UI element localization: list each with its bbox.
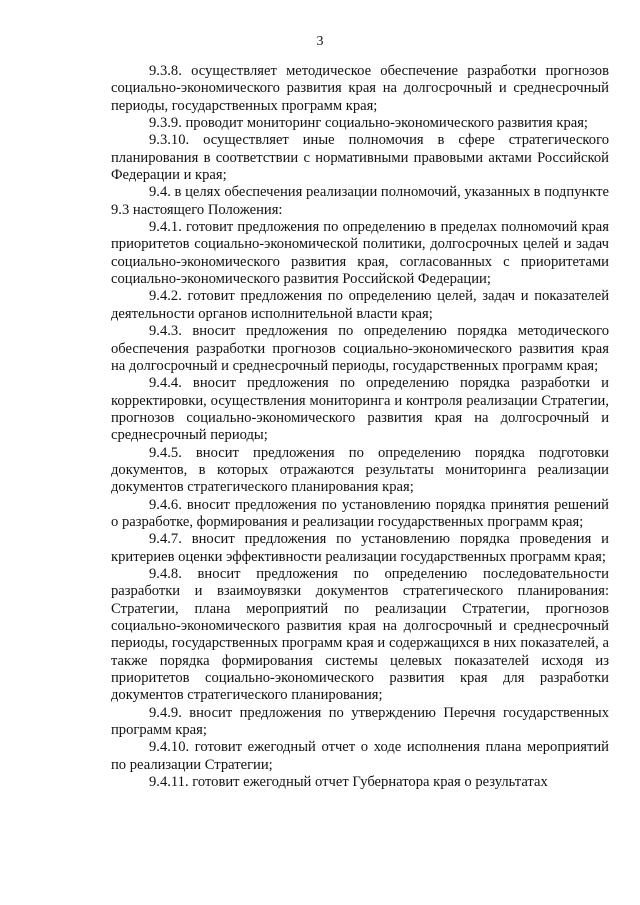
paragraph-9-4-4: 9.4.4. вносит предложения по определению порядка разработки и корректировки, осуществления мониторинга и контроля реализации Стратегии, прогнозов социально-экономического развития края на долгосрочный и среднесрочный периоды; (111, 375, 609, 444)
paragraph-9-4-1: 9.4.1. готовит предложения по определению в пределах полномочий края приоритетов социально-экономической политики, долгосрочных целей и задач социально-экономического развития края, согласованных с приоритетами социально-экономического развития Российской Федерации; (111, 219, 609, 288)
document-body (111, 63, 609, 791)
paragraph-9-3-8: 9.3.8. осуществляет методическое обеспечение разработки прогнозов социально-экономического развития края на долгосрочный и среднесрочный периоды, государственных программ края; (111, 63, 609, 114)
paragraph-9-4-11: 9.4.11. готовит ежегодный отчет Губернатора края о результатах (149, 774, 548, 791)
paragraph-9-4-7: 9.4.7. вносит предложения по установлению порядка проведения и критериев оценки эффективности реализации государственных программ края; (111, 531, 609, 565)
paragraph-9-4-2: 9.4.2. готовит предложения по определению целей, задач и показателей деятельности органов исполнительной власти края; (111, 288, 609, 322)
paragraph-9-4: 9.4. в целях обеспечения реализации полномочий, указанных в подпункте 9.3 настоящего Положения: (111, 184, 609, 218)
paragraph-9-3-9: 9.3.9. проводит мониторинг социально-экономического развития края; (149, 115, 588, 132)
page-number: 3 (316, 34, 324, 49)
paragraph-9-4-5: 9.4.5. вносит предложения по определению порядка подготовки документов, в которых отражаются результаты мониторинга реализации документов стратегического планирования края; (111, 444, 609, 496)
paragraph-9-4-9: 9.4.9. вносит предложения по утверждению Перечня государственных программ края; (111, 704, 609, 739)
paragraph-9-4-6: 9.4.6. вносит предложения по установлению порядка принятия решений о разработке, формирования и реализации государственных программ края; (111, 496, 609, 530)
paragraph-9-3-10: 9.3.10. осуществляет иные полномочия в сфере стратегического планирования в соответствии с нормативными правовыми актами Российской Федерации и края; (111, 132, 609, 184)
paragraph-9-4-10: 9.4.10. готовит ежегодный отчет о ходе исполнения плана мероприятий по реализации Стратегии; (111, 739, 609, 773)
paragraph-9-4-3: 9.4.3. вносит предложения по определению порядка методического обеспечения разработки прогнозов социально-экономического развития края на долгосрочный и среднесрочный периоды, государственных программ края; (111, 323, 609, 374)
paragraph-9-4-8: 9.4.8. вносит предложения по определению последовательности разработки и взаимоувязки документов стратегического планирования: Стратегии, плана мероприятий по реализации Стратегии, прогнозов социально-экономического развития края на долгосрочный и среднесрочный периоды, государственных программ края и содержащихся в них показателей, а также порядка формирования системы целевых показателей исходя из приоритетов социально-экономического развития края для разработки документов стратегического планирования; (111, 565, 609, 704)
